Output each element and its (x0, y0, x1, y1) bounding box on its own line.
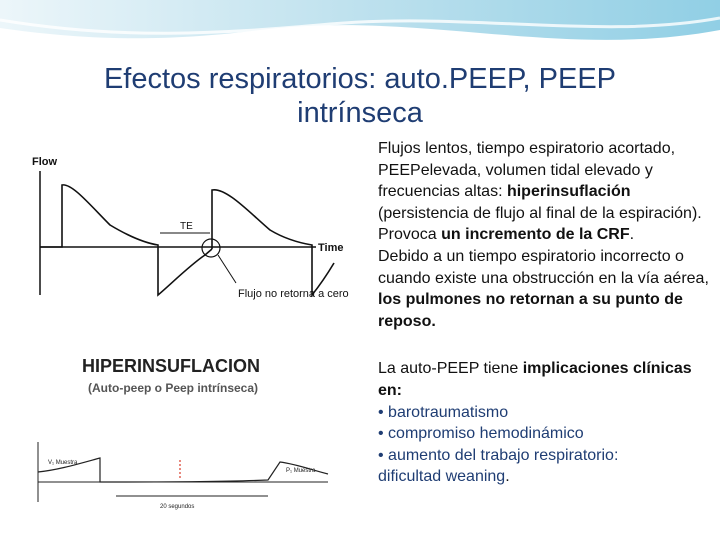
p2-text: Provoca (378, 226, 442, 244)
flow-axis-label: Flow (32, 156, 58, 168)
p2-bold: un incremento de la CRF (441, 226, 630, 244)
bullet-tail-text: dificultad weaning (378, 468, 506, 486)
bullet-tail-end: . (505, 468, 510, 486)
time-axis-label: Time (318, 242, 344, 254)
hyper-volume-trace (38, 458, 328, 482)
p2-tail: . (629, 226, 635, 244)
hyper-heading: HIPERINSUFLACION (82, 356, 261, 376)
p1-tail: (persistencia de flujo al final de la espiración). (378, 204, 702, 222)
flow-highlight-circle (202, 239, 220, 257)
bullet-item-2: • compromiso hemodinámico (378, 425, 584, 443)
p4-bold: implicaciones clínicas en: (378, 360, 692, 399)
hyperinflation-figure (28, 332, 340, 540)
te-label: TE (180, 221, 193, 232)
p1-bold: hiperinsuflación (506, 183, 631, 201)
bullet-item-3: • aumento del trabajo respiratorio: (378, 446, 619, 464)
hyper-subheading: (Auto-peep o Peep intrínseca) (88, 381, 259, 395)
p4-text: La auto-PEEP tiene (378, 360, 523, 378)
p3-bold: los pulmones no retornan a su punto de reposo. (378, 291, 683, 330)
slide-title (40, 62, 680, 130)
flow-waveform-figure (0, 145, 372, 320)
annotation-arrow (218, 255, 236, 283)
bullet-1-text: barotraumatismo (388, 403, 509, 421)
p1-text: Flujos lentos, tiempo espiratorio acortado, PEEPelevada, volumen tidal elevado y frecuencias altas: (378, 140, 676, 201)
bullet-3-text: aumento del trabajo respiratorio: (388, 446, 619, 464)
p3-text: Debido a un tiempo espiratorio incorrecto o cuando existe una obstrucción en la vía aérea, (378, 247, 709, 287)
time-scale-label: 20 segundos (160, 504, 195, 510)
paragraph-2 (378, 224, 718, 246)
left-marker-label: V₁ Muestra (48, 460, 78, 466)
flow-waveform-1 (40, 185, 212, 295)
bullet-item-1: • barotraumatismo (378, 403, 509, 421)
right-marker-label: P₁ Muestra (286, 468, 316, 474)
bullet-2-text: compromiso hemodinámico (388, 425, 584, 443)
flow-waveform-2 (212, 190, 334, 295)
explanation-text (378, 138, 718, 488)
header-wave-decoration (0, 0, 720, 60)
title-line-2: intrínseca (297, 97, 423, 129)
bullet-tail-line (378, 466, 718, 488)
paragraph-1 (378, 138, 718, 224)
paragraph-4 (378, 358, 718, 401)
flow-annotation: Flujo no retorna a cero (238, 288, 349, 300)
title-line-1: Efectos respiratorios: auto.PEEP, PEEP (103, 63, 617, 95)
paragraph-3 (378, 246, 718, 332)
